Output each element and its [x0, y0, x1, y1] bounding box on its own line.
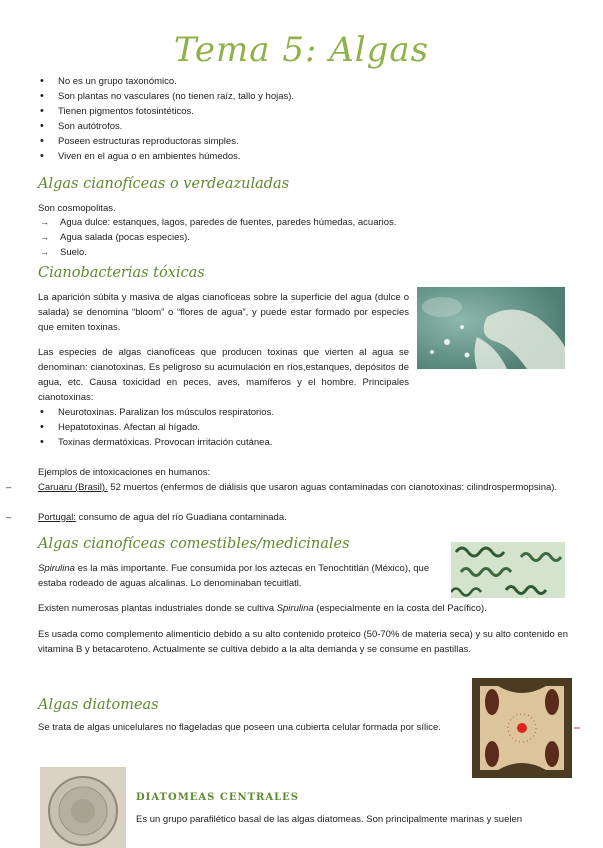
list-item: • Hepatotoxinas. Afectan al hígado.	[36, 420, 436, 435]
list-item: • Toxinas dermatóxicas. Provocan irritación cutánea.	[36, 435, 436, 450]
toxin-list	[36, 405, 436, 450]
list-item: • Neurotoxinas. Paralizan los músculos respiratorios.	[36, 405, 436, 420]
paragraph-text: es la más importante. Fue consumida por los aztecas en Tenochtitlán (México), que estaba rodeado de aguas alcalinas. Lo denominaban tecuitlatl.	[38, 563, 430, 589]
paragraph-text: Existen numerosas plantas industriales donde se cultiva	[38, 603, 277, 614]
section-heading-cianobacterias: Cianobacterias tóxicas	[38, 265, 205, 281]
habitat-list	[38, 215, 438, 260]
example-text: 52 muertos (enfermos de diálisis que usaron aguas contaminadas con cianotoxinas: cilindrospermopsina).	[107, 482, 558, 493]
dash-marker: –	[6, 512, 12, 523]
section-heading-diatomeas: Algas diatomeas	[38, 697, 159, 713]
page-title: Tema 5: Algas	[173, 30, 430, 70]
paragraph: Es un grupo parafilético basal de las algas diatomeas. Son principalmente marinas y suelen	[136, 814, 523, 825]
example-item	[6, 480, 568, 495]
list-item: • Poseen estructuras reproductoras simples.	[36, 134, 456, 149]
paragraph: Ejemplos de intoxicaciones en humanos:	[38, 467, 211, 478]
subsection-heading: DIATOMEAS CENTRALES	[136, 792, 299, 803]
paragraph-text: (especialmente en la costa del Pacífico).	[313, 603, 487, 614]
example-text: consumo de agua del río Guadiana contaminada.	[76, 512, 287, 523]
species-name: Spirulina	[38, 563, 75, 574]
list-item: • No es un grupo taxonómico.	[36, 74, 456, 89]
list-item: → Suelo.	[38, 245, 438, 260]
example-item	[6, 510, 568, 525]
section-heading-cianoficeas: Algas cianofíceas o verdeazuladas	[38, 176, 290, 192]
paragraph: Se trata de algas unicelulares no flageladas que poseen una cubierta celular formada por sílice.	[38, 722, 441, 733]
spirulina-photo	[451, 542, 565, 598]
diatom-photo	[40, 767, 126, 848]
intro-bullet-list	[36, 74, 456, 164]
list-item: • Tienen pigmentos fotosintéticos.	[36, 104, 456, 119]
list-item: → Agua salada (pocas especies).	[38, 230, 438, 245]
list-item: • Son plantas no vasculares (no tienen raíz, tallo y hojas).	[36, 89, 456, 104]
list-item: • Viven en el agua o en ambientes húmedos.	[36, 149, 456, 164]
diatom-diagram	[470, 676, 580, 780]
section-lead: Son cosmopolitas.	[38, 203, 116, 214]
dash-marker: –	[6, 482, 12, 493]
paragraph: Las especies de algas cianofíceas que producen toxinas que vierten al agua se denominan: cianotoxinas. Es peligroso su acumulación en ríos,estanques, depósitos de agua, etc. Causa toxicidad en peces, aves, mamíferos y el hombre. Principales cianotoxinas:	[38, 347, 409, 403]
place-name: Portugal:	[38, 512, 77, 523]
paragraph	[38, 561, 446, 591]
list-item: • Son autótrofos.	[36, 119, 456, 134]
bloom-photo	[417, 287, 565, 369]
section-heading-comestibles: Algas cianofíceas comestibles/medicinales	[38, 536, 350, 552]
list-item: → Agua dulce: estanques, lagos, paredes de fuentes, paredes húmedas, acuarios.	[38, 215, 438, 230]
place-name: Caruaru (Brasil).	[38, 482, 108, 493]
paragraph: La aparición súbita y masiva de algas cianofíceas sobre la superficie del agua (dulce o salada) se denomina “bloom” o “flores de agua”, y puede estar formado por especies que emiten toxinas.	[38, 292, 409, 333]
paragraph: Es usada como complemento alimenticio debido a su alto contenido proteico (50-70% de materia seca) y su alto contenido en vitamina B y betacaroteno. Actualmente se cultiva debido a la alta demanda y se consume en pastillas.	[38, 629, 568, 655]
paragraph	[38, 601, 568, 616]
species-name: Spirulina	[276, 603, 314, 614]
